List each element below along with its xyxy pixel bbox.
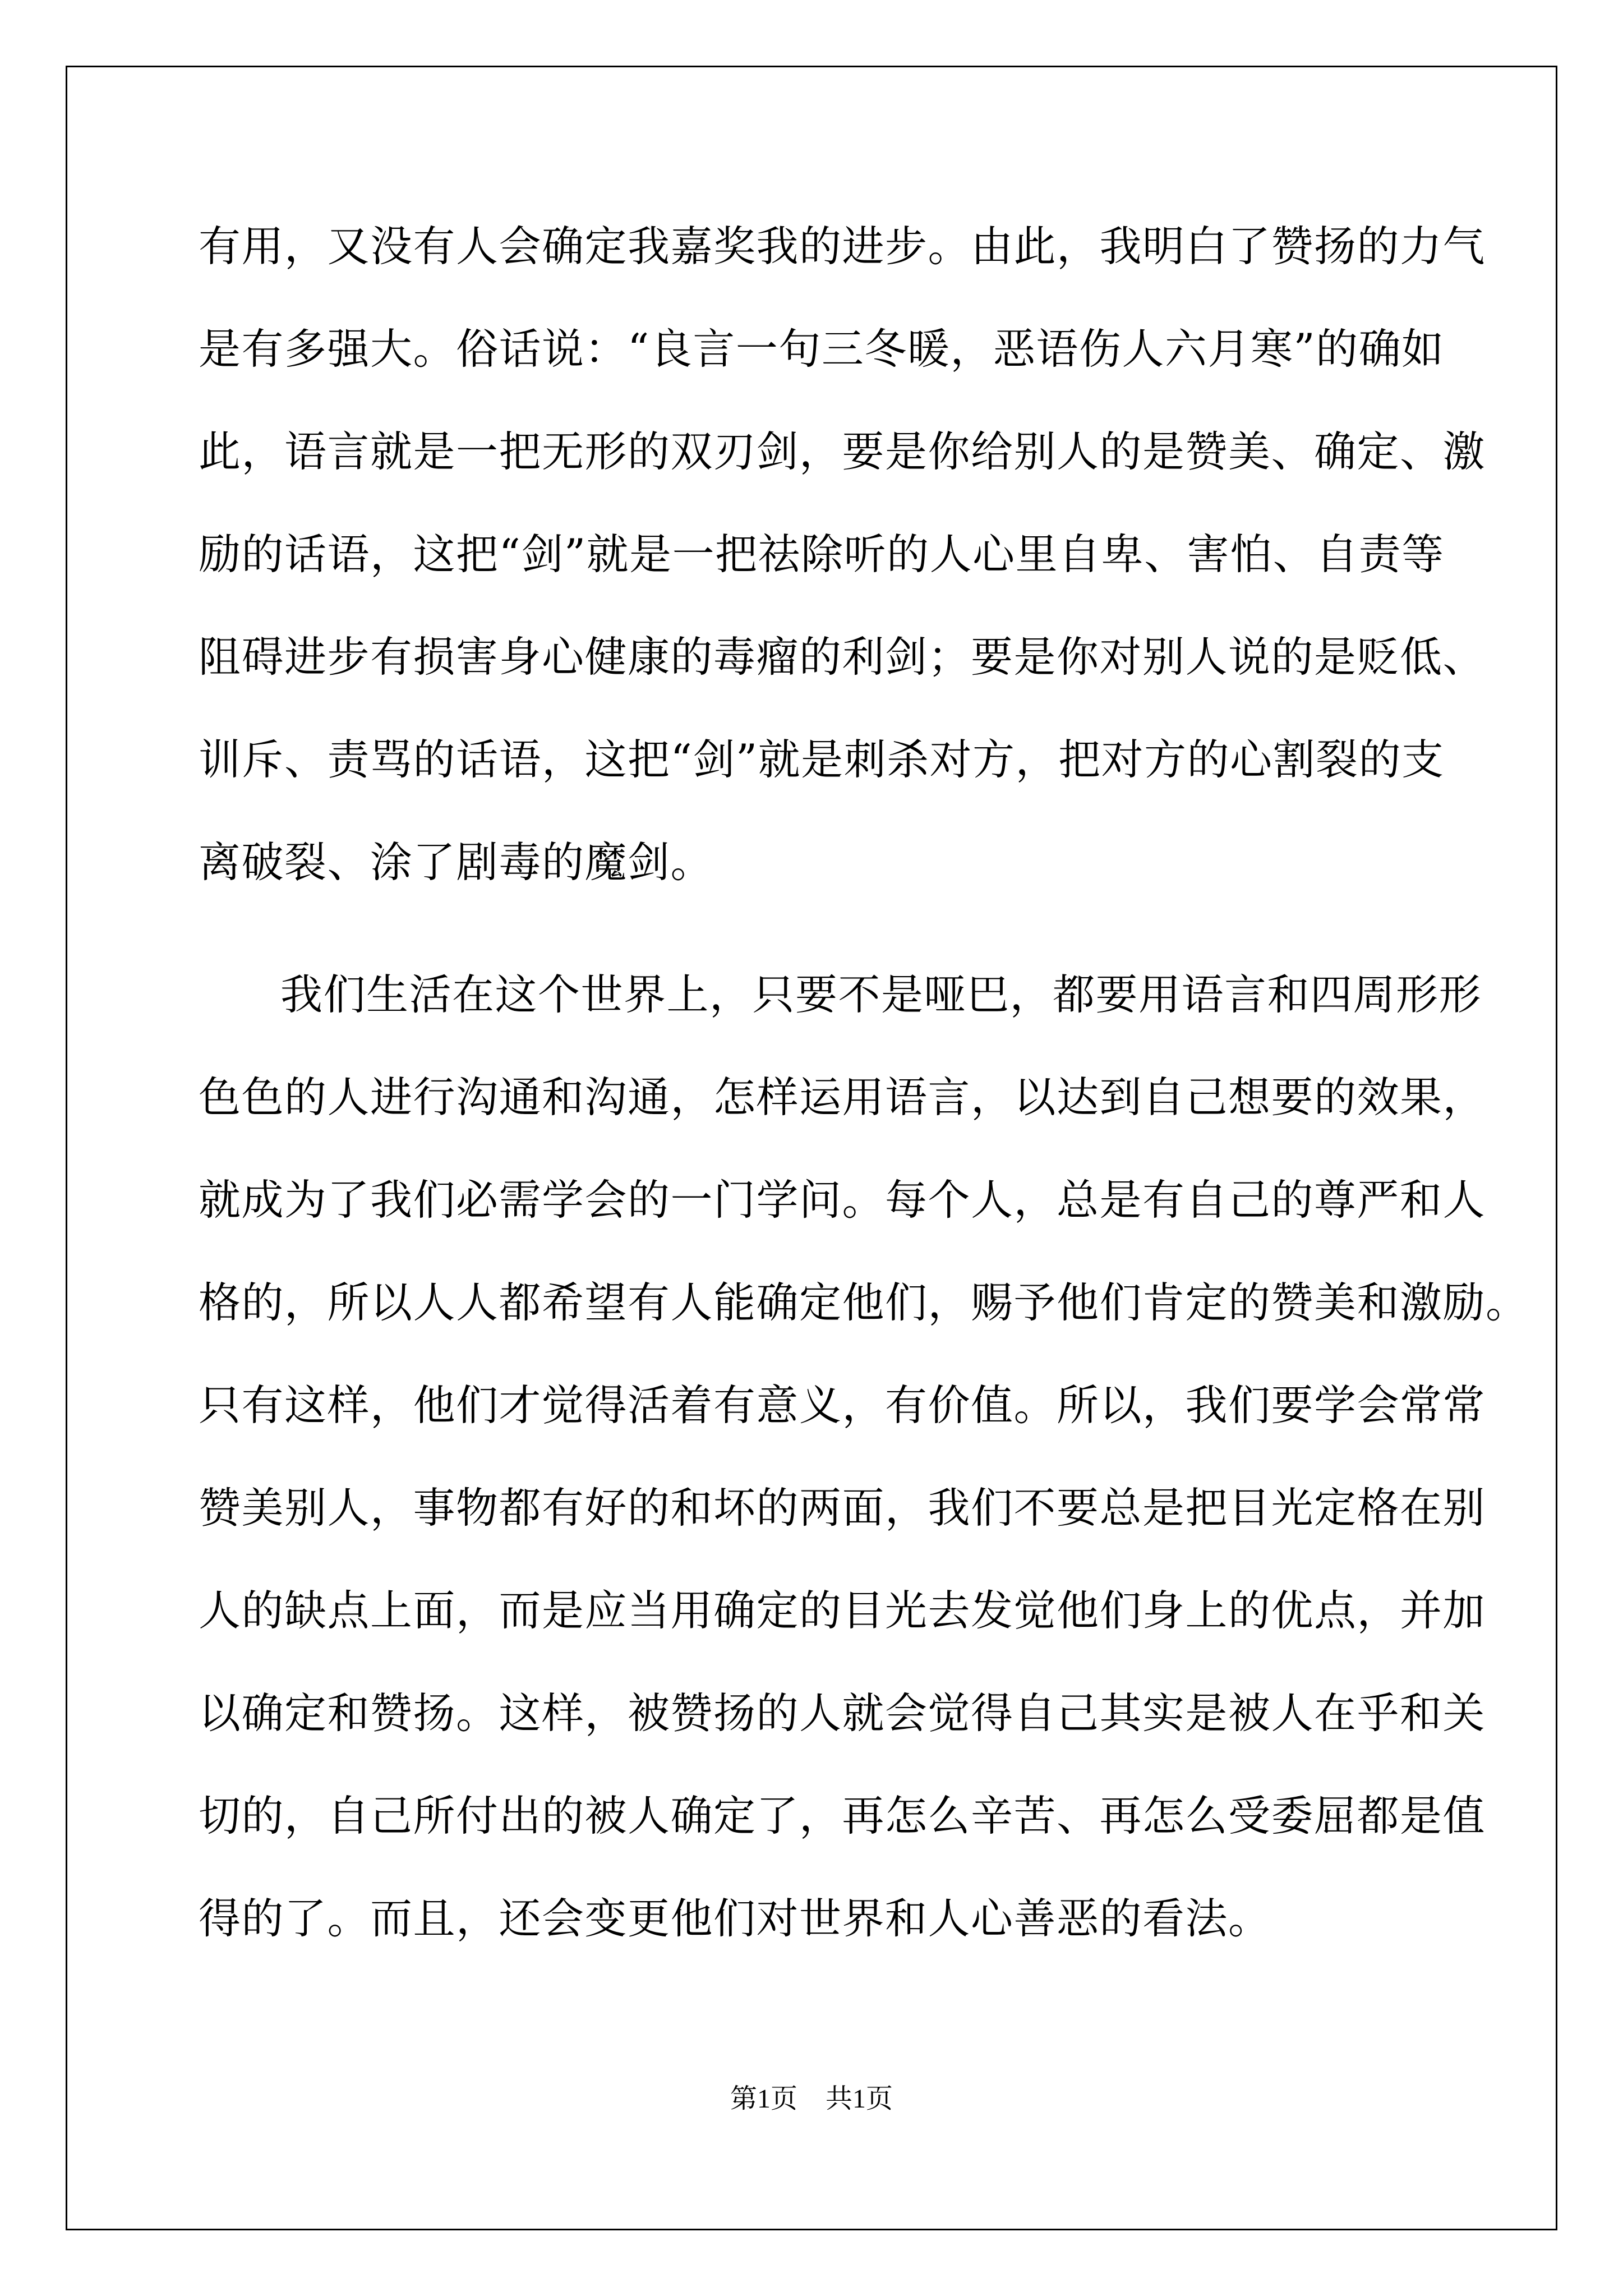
page-footer: [0, 2082, 1623, 2116]
text-line: 人的缺点上面，而是应当用确定的目光去发觉他们身上的优点，并加: [199, 1586, 1486, 1635]
text-line: 得的了。而且，还会变更他们对世界和人心善恶的看法。: [199, 1894, 1271, 1943]
text-line: 只有这样，他们才觉得活着有意义，有价值。所以，我们要学会常常: [199, 1381, 1486, 1430]
text-line: 色色的人进行沟通和沟通，怎样运用语言，以达到自己想要的效果，: [199, 1073, 1486, 1122]
text-line: 此，语言就是一把无形的双刃剑，要是你给别人的是赞美、确定、激: [199, 427, 1486, 476]
text-line: 励的话语，这把“剑”就是一把祛除听的人心里自卑、害怕、自责等: [199, 530, 1445, 579]
text-line: 格的，所以人人都希望有人能确定他们，赐予他们肯定的赞美和激励。: [199, 1278, 1529, 1327]
text-line: 阻碍进步有损害身心健康的毒瘤的利剑；要是你对别人说的是贬低、: [199, 632, 1486, 682]
text-line: 训斥、责骂的话语，这把“剑”就是刺杀对方，把对方的心割裂的支: [199, 735, 1445, 784]
page-number-total: 共1页: [826, 2084, 893, 2114]
text-line: 我们生活在这个世界上，只要不是哑巴，都要用语言和四周形形: [280, 970, 1482, 1019]
text-line: 切的，自己所付出的被人确定了，再怎么辛苦、再怎么受委屈都是值: [199, 1791, 1486, 1841]
text-line: 以确定和赞扬。这样，被赞扬的人就会觉得自己其实是被人在乎和关: [199, 1688, 1486, 1738]
text-line: 是有多强大。俗话说：“良言一句三冬暖，恶语伤人六月寒”的确如: [199, 324, 1445, 374]
text-line: 离破裂、涂了剧毒的魔剑。: [199, 838, 714, 887]
text-line: 赞美别人，事物都有好的和坏的两面，我们不要总是把目光定格在别: [199, 1483, 1486, 1533]
text-line: 就成为了我们必需学会的一门学问。每个人，总是有自己的尊严和人: [199, 1175, 1486, 1225]
page-number-current: 第1页: [730, 2084, 797, 2114]
text-line: 有用，又没有人会确定我嘉奖我的进步。由此，我明白了赞扬的力气: [199, 222, 1486, 271]
